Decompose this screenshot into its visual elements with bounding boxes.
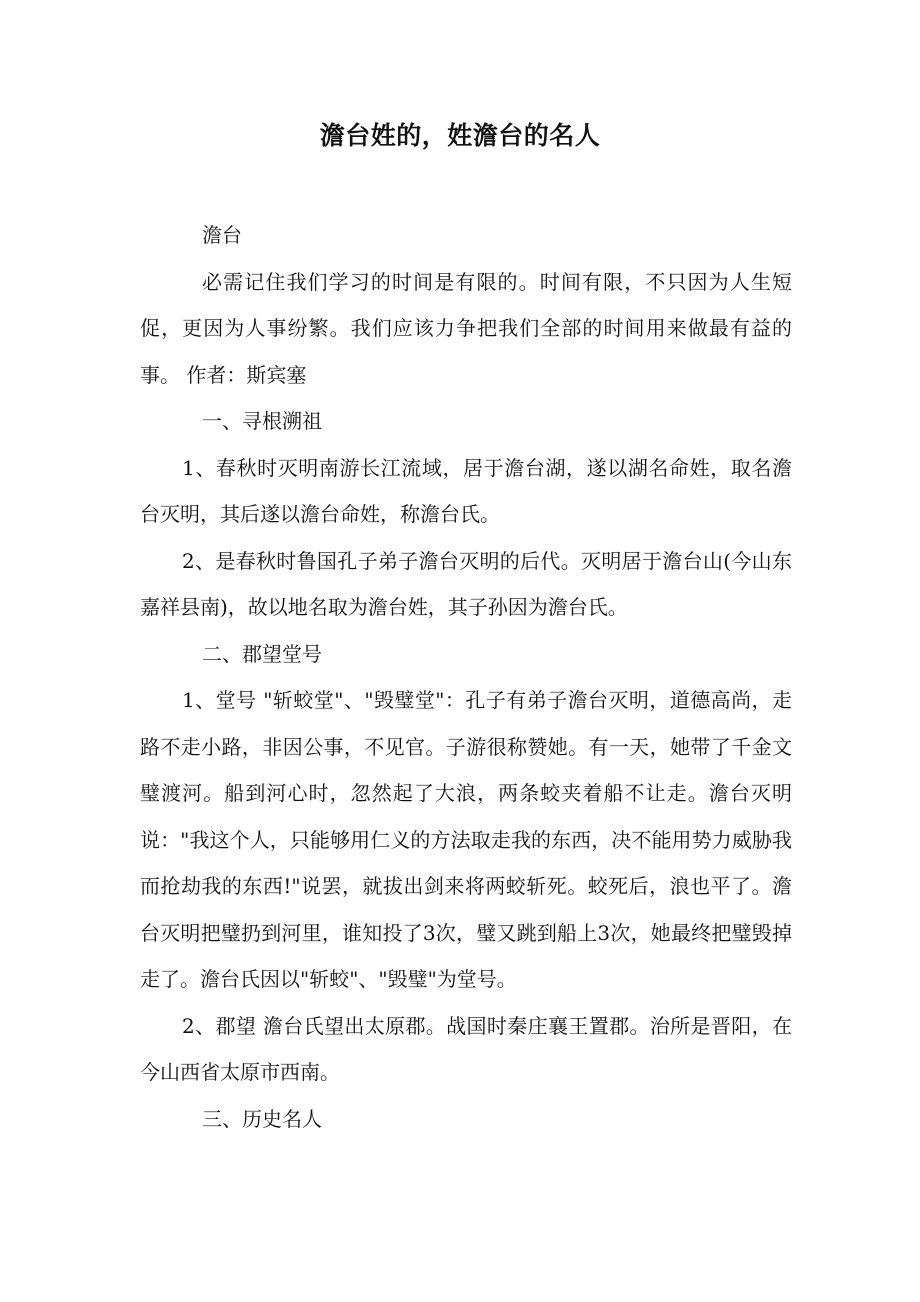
surname-heading: 澹台 [202, 223, 242, 247]
origin-paragraph-2: 2、是春秋时鲁国孔子弟子澹台灭明的后代。灭明居于澹台山(今山东嘉祥县南)，故以地名取为澹台姓，其子孙因为澹台氏。 [140, 548, 792, 619]
document-title: 澹台姓的，姓澹台的名人 [319, 121, 601, 150]
hall-name-paragraph: 1、堂号 "斩蛟堂"、"毁璧堂"：孔子有弟子澹台灭明，道德高尚，走路不走小路，非因公事，不见官。子游很称赞她。有一天，她带了千金文璧渡河。船到河心时，忽然起了大浪，两条蛟夹着船不让走。澹台灭明说："我这个人，只能够用仁义的方法取走我的东西，决不能用势力威胁我而抢劫我的东西!"说罢，就拔出剑来将两蛟斩死。蛟死后，浪也平了。澹台灭明把璧扔到河里，谁知投了3次，璧又跳到船上3次，她最终把璧毁掉走了。澹台氏因以"斩蛟"、"毁璧"为堂号。 [140, 688, 792, 991]
section-heading-origin: 一、寻根溯祖 [202, 409, 322, 433]
document-body [140, 212, 792, 1142]
origin-paragraph-1: 1、春秋时灭明南游长江流域，居于澹台湖，遂以湖名命姓，取名澹台灭明，其后遂以澹台命姓，称澹台氏。 [140, 455, 792, 526]
intro-quote-paragraph: 必需记住我们学习的时间是有限的。时间有限，不只因为人生短促，更因为人事纷繁。我们应该力争把我们全部的时间用来做最有益的事。 作者：斯宾塞 [140, 269, 792, 387]
commandery-paragraph: 2、郡望 澹台氏望出太原郡。战国时秦庄襄王置郡。治所是晋阳，在今山西省太原市西南。 [140, 1013, 792, 1084]
section-heading-famous-people: 三、历史名人 [202, 1106, 322, 1131]
section-heading-hall-names: 二、郡望堂号 [202, 641, 322, 666]
